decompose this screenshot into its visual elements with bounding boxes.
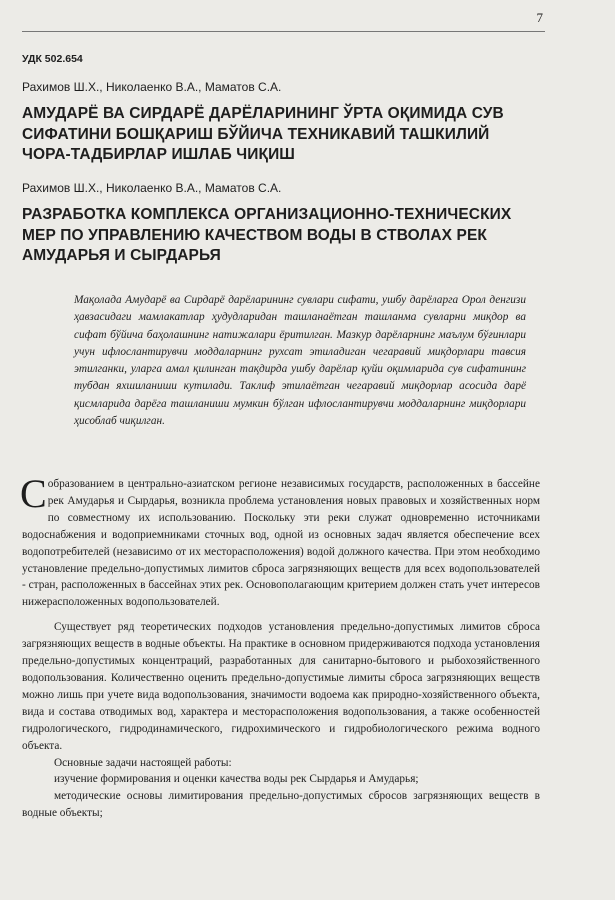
udk-code: УДК 502.654 — [22, 53, 83, 65]
header-rule — [22, 31, 545, 32]
title-russian: РАЗРАБОТКА КОМПЛЕКСА ОРГАНИЗАЦИОННО-ТЕХНИЧЕСКИХ МЕР ПО УПРАВЛЕНИЮ КАЧЕСТВОМ ВОДЫ В СТВОЛАХ РЕК АМУДАРЬЯ И СЫРДАРЬЯ — [22, 206, 512, 264]
paragraph-intro-text: образованием в центрально-азиатском регионе независимых государств, расположенных в бассейне рек Амударья и Сырдарья, возникла проблема установления новых правовых и хозяйственных норм по совместному их использованию. Поскольку эти реки служат одновременно источниками водоснабжения и водоприемниками сточных вод, одной из основных задач является обеспечение всех водопотребителей (независимо от их месторасположения) водой должного качества. При этом необходимо установление предельно-допустимых лимитов сброса загрязняющих веществ для всех водопользователей - стран, расположенных в бассейнах этих рек. Основополагающим критерием должен стать учет интересов нижерасположенных водопользователей. — [22, 478, 540, 609]
paragraph-intro — [20, 471, 540, 611]
article-body — [20, 471, 540, 822]
page-number: 7 — [536, 10, 543, 25]
paragraph-approaches: Существует ряд теоретических подходов установления предельно-допустимых лимитов сброса загрязняющих веществ в водные объекты. На практике в основном придерживаются подхода установления предельно-допустимых концентраций, разработанных для санитарно-бытового и рыбохозяйственного водопользования. Количественно оценить предельно-допустимые лимиты сброса загрязняющих веществ можно лишь при учете вида водопользования, значимости водоема как природно-хозяйственного объекта, вида и состава отводимых вод, характера и месторасположения водопользования, а также особенностей гидрологического, гидродинамического, гидрохимического и гидробиологического режима водного объекта. — [22, 621, 540, 752]
authors-uzbek: Рахимов Ш.Х., Николаенко В.А., Маматов С.А. — [22, 80, 282, 94]
drop-cap: С — [20, 471, 47, 516]
tasks-heading: Основные задачи настоящей работы: — [54, 756, 232, 769]
task-item: методические основы лимитирования предельно-допустимых сбросов загрязняющих веществ в водные объекты; — [22, 790, 540, 820]
title-uzbek: АМУДАРЁ ВА СИРДАРЁ ДАРЁЛАРИНИНГ ЎРТА ОҚИМИДА СУВ СИФАТИНИ БОШҚАРИШ БЎЙИЧА ТЕХНИКАВИЙ ТАШКИЛИЙ ЧОРА-ТАДБИРЛАР ИШЛАБ ЧИҚИШ — [22, 105, 504, 163]
authors-russian: Рахимов Ш.Х., Николаенко В.А., Маматов С.А. — [22, 181, 282, 195]
task-item: изучение формирования и оценки качества воды рек Сырдарья и Амударья; — [54, 773, 419, 786]
abstract: Мақолада Амударё ва Сирдарё дарёларининг сувлари сифати, ушбу дарёларга Орол денгизи ҳавзасидаги мамлакатлар ҳудудларидан ташланаётган ташланма сувларни миқдор ва сифат бўйича баҳолашнинг натижалари ёритилган. Мазкур дарёларнинг маълум бўғинлари учун ифлослантирувчи моддаларнинг рухсат этиладиган чегаравий миқдорлари тавсия этилганки, уларга амал қилинган тақдирда ушбу дарёлар қуйи оқимларида сув сифатининг тубдан яхшиланиши кутилади. Таклиф этилаётган чегаравий миқдорлар асосида дарё қисмларида дарёга ташланиши мумкин бўлган ифлослантирувчи моддаларнинг миқдорлари ҳисоблаб чиқилган. — [74, 294, 526, 428]
